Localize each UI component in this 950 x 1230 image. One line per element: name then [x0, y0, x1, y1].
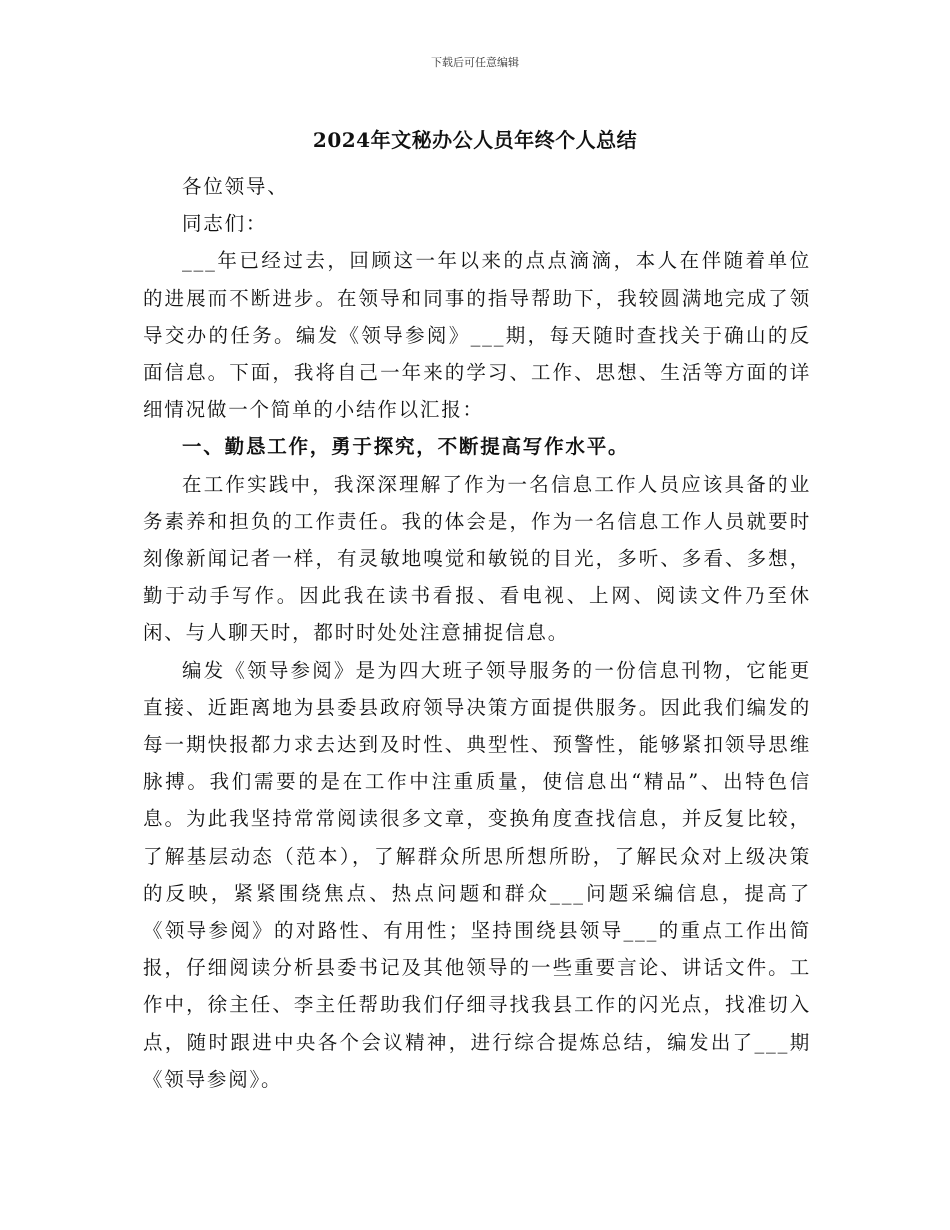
document-body	[143, 168, 811, 1098]
salutation-line-1: 各位领导、	[182, 175, 289, 198]
intro-paragraph: ___年已经过去，回顾这一年以来的点点滴滴，本人在伴随着单位的进展而不断进步。在领导和同事的指导帮助下，我较圆满地完成了领导交办的任务。编发《领导参阅》___期，每天随时查找关于确山的反面信息。下面，我将自己一年来的学习、工作、思想、生活等方面的详细情况做一个简单的小结作以汇报：	[143, 249, 811, 422]
salutation-line-2: 同志们：	[182, 212, 268, 236]
section-heading: 一、勤恳工作，勇于探究，不断提高写作水平。	[182, 435, 630, 459]
document-title: 2024年文秘办公人员年终个人总结	[312, 128, 638, 152]
page-header-note: 下载后可任意编辑	[431, 56, 519, 69]
body-paragraph-1: 在工作实践中，我深深理解了作为一名信息工作人员应该具备的业务素养和担负的工作责任。我的体会是，作为一名信息工作人员就要时刻像新闻记者一样，有灵敏地嗅觉和敏锐的目光，多听、多看、多想，勤于动手写作。因此我在读书看报、看电视、上网、阅读文件乃至休闲、与人聊天时，都时时处处注意捕捉信息。	[143, 472, 811, 645]
body-paragraph-2: 编发《领导参阅》是为四大班子领导服务的一份信息刊物，它能更直接、近距离地为县委县政府领导决策方面提供服务。因此我们编发的每一期快报都力求去达到及时性、典型性、预警性，能够紧扣领导思维脉搏。我们需要的是在工作中注重质量，使信息出“精品”、出特色信息。为此我坚持常常阅读很多文章，变换角度查找信息，并反复比较，了解基层动态（范本），了解群众所思所想所盼，了解民众对上级决策的反映，紧紧围绕焦点、热点问题和群众___问题采编信息，提高了《领导参阅》的对路性、有用性；坚持围绕县领导___的重点工作出简报，仔细阅读分析县委书记及其他领导的一些重要言论、讲话文件。工作中，徐主任、李主任帮助我们仔细寻找我县工作的闪光点，找准切入点，随时跟进中央各个会议精神，进行综合提炼总结，编发出了___期《领导参阅》。	[143, 658, 811, 1091]
